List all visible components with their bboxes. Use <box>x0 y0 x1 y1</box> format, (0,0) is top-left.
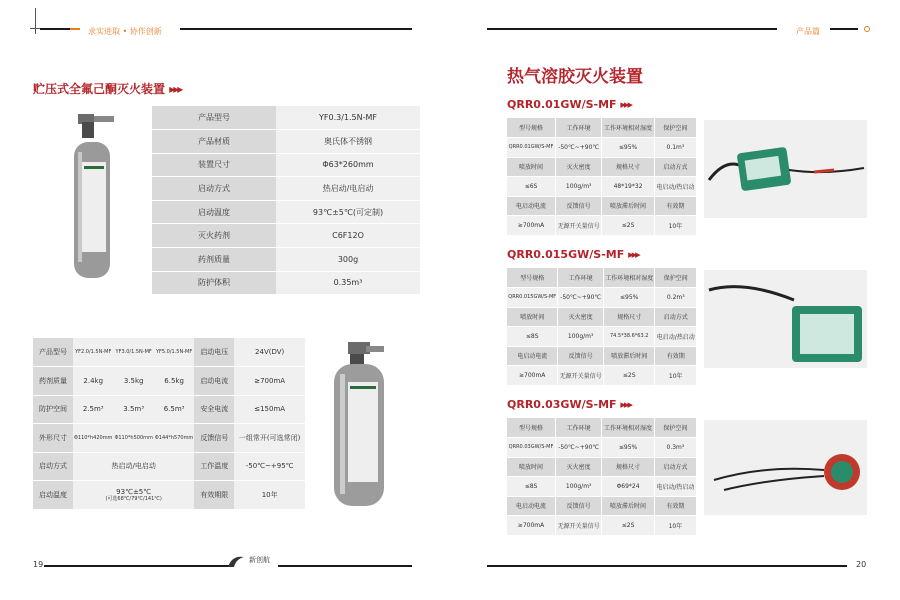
spec-value: 2.5m³ <box>73 395 113 424</box>
spec-key: 灭火密度 <box>556 157 602 177</box>
spec-value: Φ69*24 <box>602 477 654 497</box>
spec-row <box>33 481 305 510</box>
spec-value-main: 热启动/电启动 <box>111 462 156 471</box>
right-page-title: 热气溶胶灭火装置 <box>507 67 643 87</box>
product-model-title <box>507 248 639 261</box>
spec-value: YF0.3/1.5N-MF <box>276 106 420 130</box>
header-line-left <box>180 28 412 30</box>
spec-row <box>152 248 420 272</box>
spec-key: 工作环境 <box>556 118 602 138</box>
spec-value: ≤2S <box>602 516 654 536</box>
product-photo-2 <box>704 270 867 368</box>
spec-value <box>73 481 194 510</box>
spec-key: 有效期 <box>654 496 696 516</box>
spec-row <box>152 177 420 201</box>
spec-row <box>33 395 305 424</box>
footer-line-left-2 <box>278 565 412 567</box>
footer-line-right <box>487 565 847 567</box>
spec-row <box>152 200 420 224</box>
spec-key: 启动方式 <box>654 457 696 477</box>
spec-value: ≤2S <box>603 366 655 386</box>
spec-value: -50℃~+95℃ <box>234 452 305 481</box>
brand-logo-text: 新创航 <box>249 556 270 564</box>
spec-row <box>507 366 697 386</box>
spec-value: -50℃~+90℃ <box>556 438 602 458</box>
footer-line-left <box>44 565 234 567</box>
spec-row <box>507 118 697 138</box>
spec-value: 一组常开(可选常闭) <box>234 424 305 453</box>
product-model-label: QRR0.03GW/S-MF <box>507 398 617 411</box>
spec-row <box>152 224 420 248</box>
spec-value: 0.2m³ <box>655 288 697 308</box>
spec-key: 启动方式 <box>152 177 276 201</box>
spec-key: 有效期 <box>655 346 697 366</box>
spec-key: 安全电流 <box>194 395 234 424</box>
spec-row <box>507 496 697 516</box>
spec-value: 74.5*38.6*63.2 <box>603 327 655 347</box>
spec-value-sub: (可选68℃/79℃/141℃) <box>105 496 162 503</box>
spec-value: 2.4kg <box>73 367 113 396</box>
spec-key: 反馈信号 <box>558 346 604 366</box>
spec-key: 工作环境相对湿度 <box>602 118 654 138</box>
spec-value: -50℃~+90℃ <box>556 138 602 158</box>
spec-row <box>152 271 420 295</box>
spec-row <box>33 338 305 367</box>
extinguisher-large-image <box>330 340 392 508</box>
spec-value: 100g/m³ <box>556 477 602 497</box>
spec-value: ≤8S <box>507 477 556 497</box>
spec-row <box>33 424 305 453</box>
spec-value: 24V(DV) <box>234 338 305 367</box>
spec-value: C6F12O <box>276 224 420 248</box>
spec-key: 反馈信号 <box>556 496 602 516</box>
spec-value: 100g/m³ <box>558 327 604 347</box>
spec-value: QRR0.015GW/S-MF <box>507 288 558 308</box>
spec-value: 无源开关量信号 <box>556 216 602 236</box>
spec-value: 93℃±5℃(可定制) <box>276 200 420 224</box>
spec-key: 工作环境相对湿度 <box>603 268 655 288</box>
header-section-tag: 产品篇 <box>796 27 820 36</box>
spec-key: 工作温度 <box>194 452 234 481</box>
extinguisher-small-image <box>68 112 128 280</box>
spec-key: 电启动电流 <box>507 196 556 216</box>
spec-key: 灭火密度 <box>558 307 604 327</box>
spec-row <box>507 177 697 197</box>
spec-key: 启动电压 <box>194 338 234 367</box>
spec-key: 型号规格 <box>507 118 556 138</box>
header-line-left-short <box>40 28 70 30</box>
spec-value: QRR0.01GW/S-MF <box>507 138 556 158</box>
spec-key: 产品型号 <box>152 106 276 130</box>
arrows-icon: ▸▸▸ <box>628 248 639 261</box>
header-line-right-short <box>830 28 858 30</box>
spec-value: 10年 <box>654 516 696 536</box>
spec-key: 型号规格 <box>507 268 558 288</box>
spec-key: 规格尺寸 <box>602 457 654 477</box>
header-line-right <box>487 28 777 30</box>
product-model-title <box>507 398 631 411</box>
spec-key: 规格尺寸 <box>602 157 654 177</box>
spec-value: 3.5m³ <box>113 395 153 424</box>
arrows-icon: ▸▸▸ <box>620 98 631 111</box>
spec-value: 48*19*32 <box>602 177 654 197</box>
spec-key: 药剂质量 <box>33 367 73 396</box>
spec-value: 电启动/热启动 <box>654 177 696 197</box>
spec-key: 灭火密度 <box>556 457 602 477</box>
spec-key: 启动方式 <box>654 157 696 177</box>
spec-row <box>152 130 420 154</box>
product-photo-3 <box>704 420 867 515</box>
spec-value: 0.35m³ <box>276 271 420 295</box>
spec-key: 电启动电流 <box>507 346 558 366</box>
spec-key: 启动温度 <box>152 200 276 224</box>
spec-value: Φ63*260mm <box>276 153 420 177</box>
spec-value: -50℃~+90℃ <box>558 288 604 308</box>
spec-row <box>507 216 697 236</box>
spec-value: 无源开关量信号 <box>558 366 604 386</box>
header-accent <box>70 28 80 30</box>
spec-key: 有效期限 <box>194 481 234 510</box>
spec-key: 喷放时间 <box>507 457 556 477</box>
spec-row <box>33 452 305 481</box>
spec-key: 喷放滞后时间 <box>603 346 655 366</box>
spec-row <box>507 418 697 438</box>
page-number-right: 20 <box>856 560 867 569</box>
spec-key: 电启动电流 <box>507 496 556 516</box>
spec-value: ≥700mA <box>507 216 556 236</box>
spec-value: 电启动/热启动 <box>654 477 696 497</box>
spec-key: 启动温度 <box>33 481 73 510</box>
spec-key: 型号规格 <box>507 418 556 438</box>
spec-value: ≤95% <box>602 138 654 158</box>
spec-value: 6.5kg <box>154 367 194 396</box>
spec-value: QRR0.03GW/S-MF <box>507 438 556 458</box>
brand-logo-icon <box>226 553 246 569</box>
spec-row <box>507 307 697 327</box>
spec-key: 工作环境 <box>556 418 602 438</box>
spec-key: 药剂质量 <box>152 248 276 272</box>
spec-key: 喷放时间 <box>507 157 556 177</box>
left-section-title: 贮压式全氟己酮灭火装置 ▸▸▸ <box>33 82 182 96</box>
spec-key: 反馈信号 <box>556 196 602 216</box>
spec-value: ≤8S <box>507 327 558 347</box>
spec-row <box>33 367 305 396</box>
spec-key: 规格尺寸 <box>603 307 655 327</box>
spec-key: 启动方式 <box>33 452 73 481</box>
spec-key: 产品型号 <box>33 338 73 367</box>
spec-value-main: 93℃±5℃ <box>116 488 152 497</box>
spec-key: 灭火药剂 <box>152 224 276 248</box>
spec-key: 启动电流 <box>194 367 234 396</box>
spec-value: 3.5kg <box>113 367 153 396</box>
product-spec-table <box>507 418 697 536</box>
spec-key: 保护空间 <box>655 268 697 288</box>
spec-key: 防护体积 <box>152 271 276 295</box>
spec-key: 防护空间 <box>33 395 73 424</box>
product-model-label: QRR0.015GW/S-MF <box>507 248 625 261</box>
product-spec-table <box>507 118 697 236</box>
spec-key: 喷放时间 <box>507 307 558 327</box>
spec-value: ≥700mA <box>507 516 556 536</box>
spec-row <box>507 346 697 366</box>
spec-row <box>507 438 697 458</box>
spec-value: 无源开关量信号 <box>556 516 602 536</box>
spec-key: 保护空间 <box>654 118 696 138</box>
spec-key: 产品材质 <box>152 130 276 154</box>
spec-value: 10年 <box>234 481 305 510</box>
spec-value: ≤95% <box>603 288 655 308</box>
spec-value: YF3.0/1.5N-MF <box>113 338 153 367</box>
spec-value: ≥700mA <box>234 367 305 396</box>
spec-value: 电启动/热启动 <box>655 327 697 347</box>
product-spec-table <box>507 268 697 386</box>
spec-value: Φ110*h420mm <box>73 424 113 453</box>
arrows-icon: ▸▸▸ <box>620 398 631 411</box>
spec-key: 装置尺寸 <box>152 153 276 177</box>
spec-row <box>507 327 697 347</box>
spec-row <box>152 153 420 177</box>
spec-row <box>507 516 697 536</box>
page-number-left: 19 <box>33 560 44 569</box>
spec-row <box>507 138 697 158</box>
spec-value: YF5.0/1.5N-MF <box>154 338 194 367</box>
spec-value: 6.5m³ <box>154 395 194 424</box>
spec-row <box>507 157 697 177</box>
spec-value: 0.3m³ <box>654 438 696 458</box>
spec-key: 喷放滞后时间 <box>602 196 654 216</box>
spec-value <box>73 452 194 481</box>
spec-value: YF2.0/1.5N-MF <box>73 338 113 367</box>
spec-table-small <box>152 106 420 295</box>
spec-value: 10年 <box>655 366 697 386</box>
spec-key: 工作环境相对湿度 <box>602 418 654 438</box>
spec-row <box>507 268 697 288</box>
spec-key: 喷放滞后时间 <box>602 496 654 516</box>
spec-table-large <box>33 338 305 510</box>
header-slogan: 求实进取 • 协作创新 <box>88 27 162 36</box>
spec-row <box>507 457 697 477</box>
spec-value: ≤2S <box>602 216 654 236</box>
spec-value: Φ144*h570mm <box>154 424 194 453</box>
spec-value: ≥700mA <box>507 366 558 386</box>
spec-value: ≤150mA <box>234 395 305 424</box>
spec-value: 热启动/电启动 <box>276 177 420 201</box>
spec-row <box>152 106 420 130</box>
spec-value: Φ110*h500mm <box>113 424 153 453</box>
header-dot-icon <box>864 26 870 32</box>
crop-mark <box>35 8 36 34</box>
spec-value: ≤95% <box>602 438 654 458</box>
spec-value: ≤6S <box>507 177 556 197</box>
spec-value: 0.1m³ <box>654 138 696 158</box>
spec-key: 反馈信号 <box>194 424 234 453</box>
spec-value: 100g/m³ <box>556 177 602 197</box>
spec-key: 外形尺寸 <box>33 424 73 453</box>
spec-value: 奥氏体不锈钢 <box>276 130 420 154</box>
spec-row <box>507 288 697 308</box>
spec-row <box>507 196 697 216</box>
product-model-title <box>507 98 631 111</box>
spec-key: 工作环境 <box>558 268 604 288</box>
spec-row <box>507 477 697 497</box>
spec-value: 10年 <box>654 216 696 236</box>
product-photo-1 <box>704 120 867 218</box>
spec-value: 300g <box>276 248 420 272</box>
spec-key: 启动方式 <box>655 307 697 327</box>
product-model-label: QRR0.01GW/S-MF <box>507 98 617 111</box>
spec-key: 有效期 <box>654 196 696 216</box>
spec-key: 保护空间 <box>654 418 696 438</box>
